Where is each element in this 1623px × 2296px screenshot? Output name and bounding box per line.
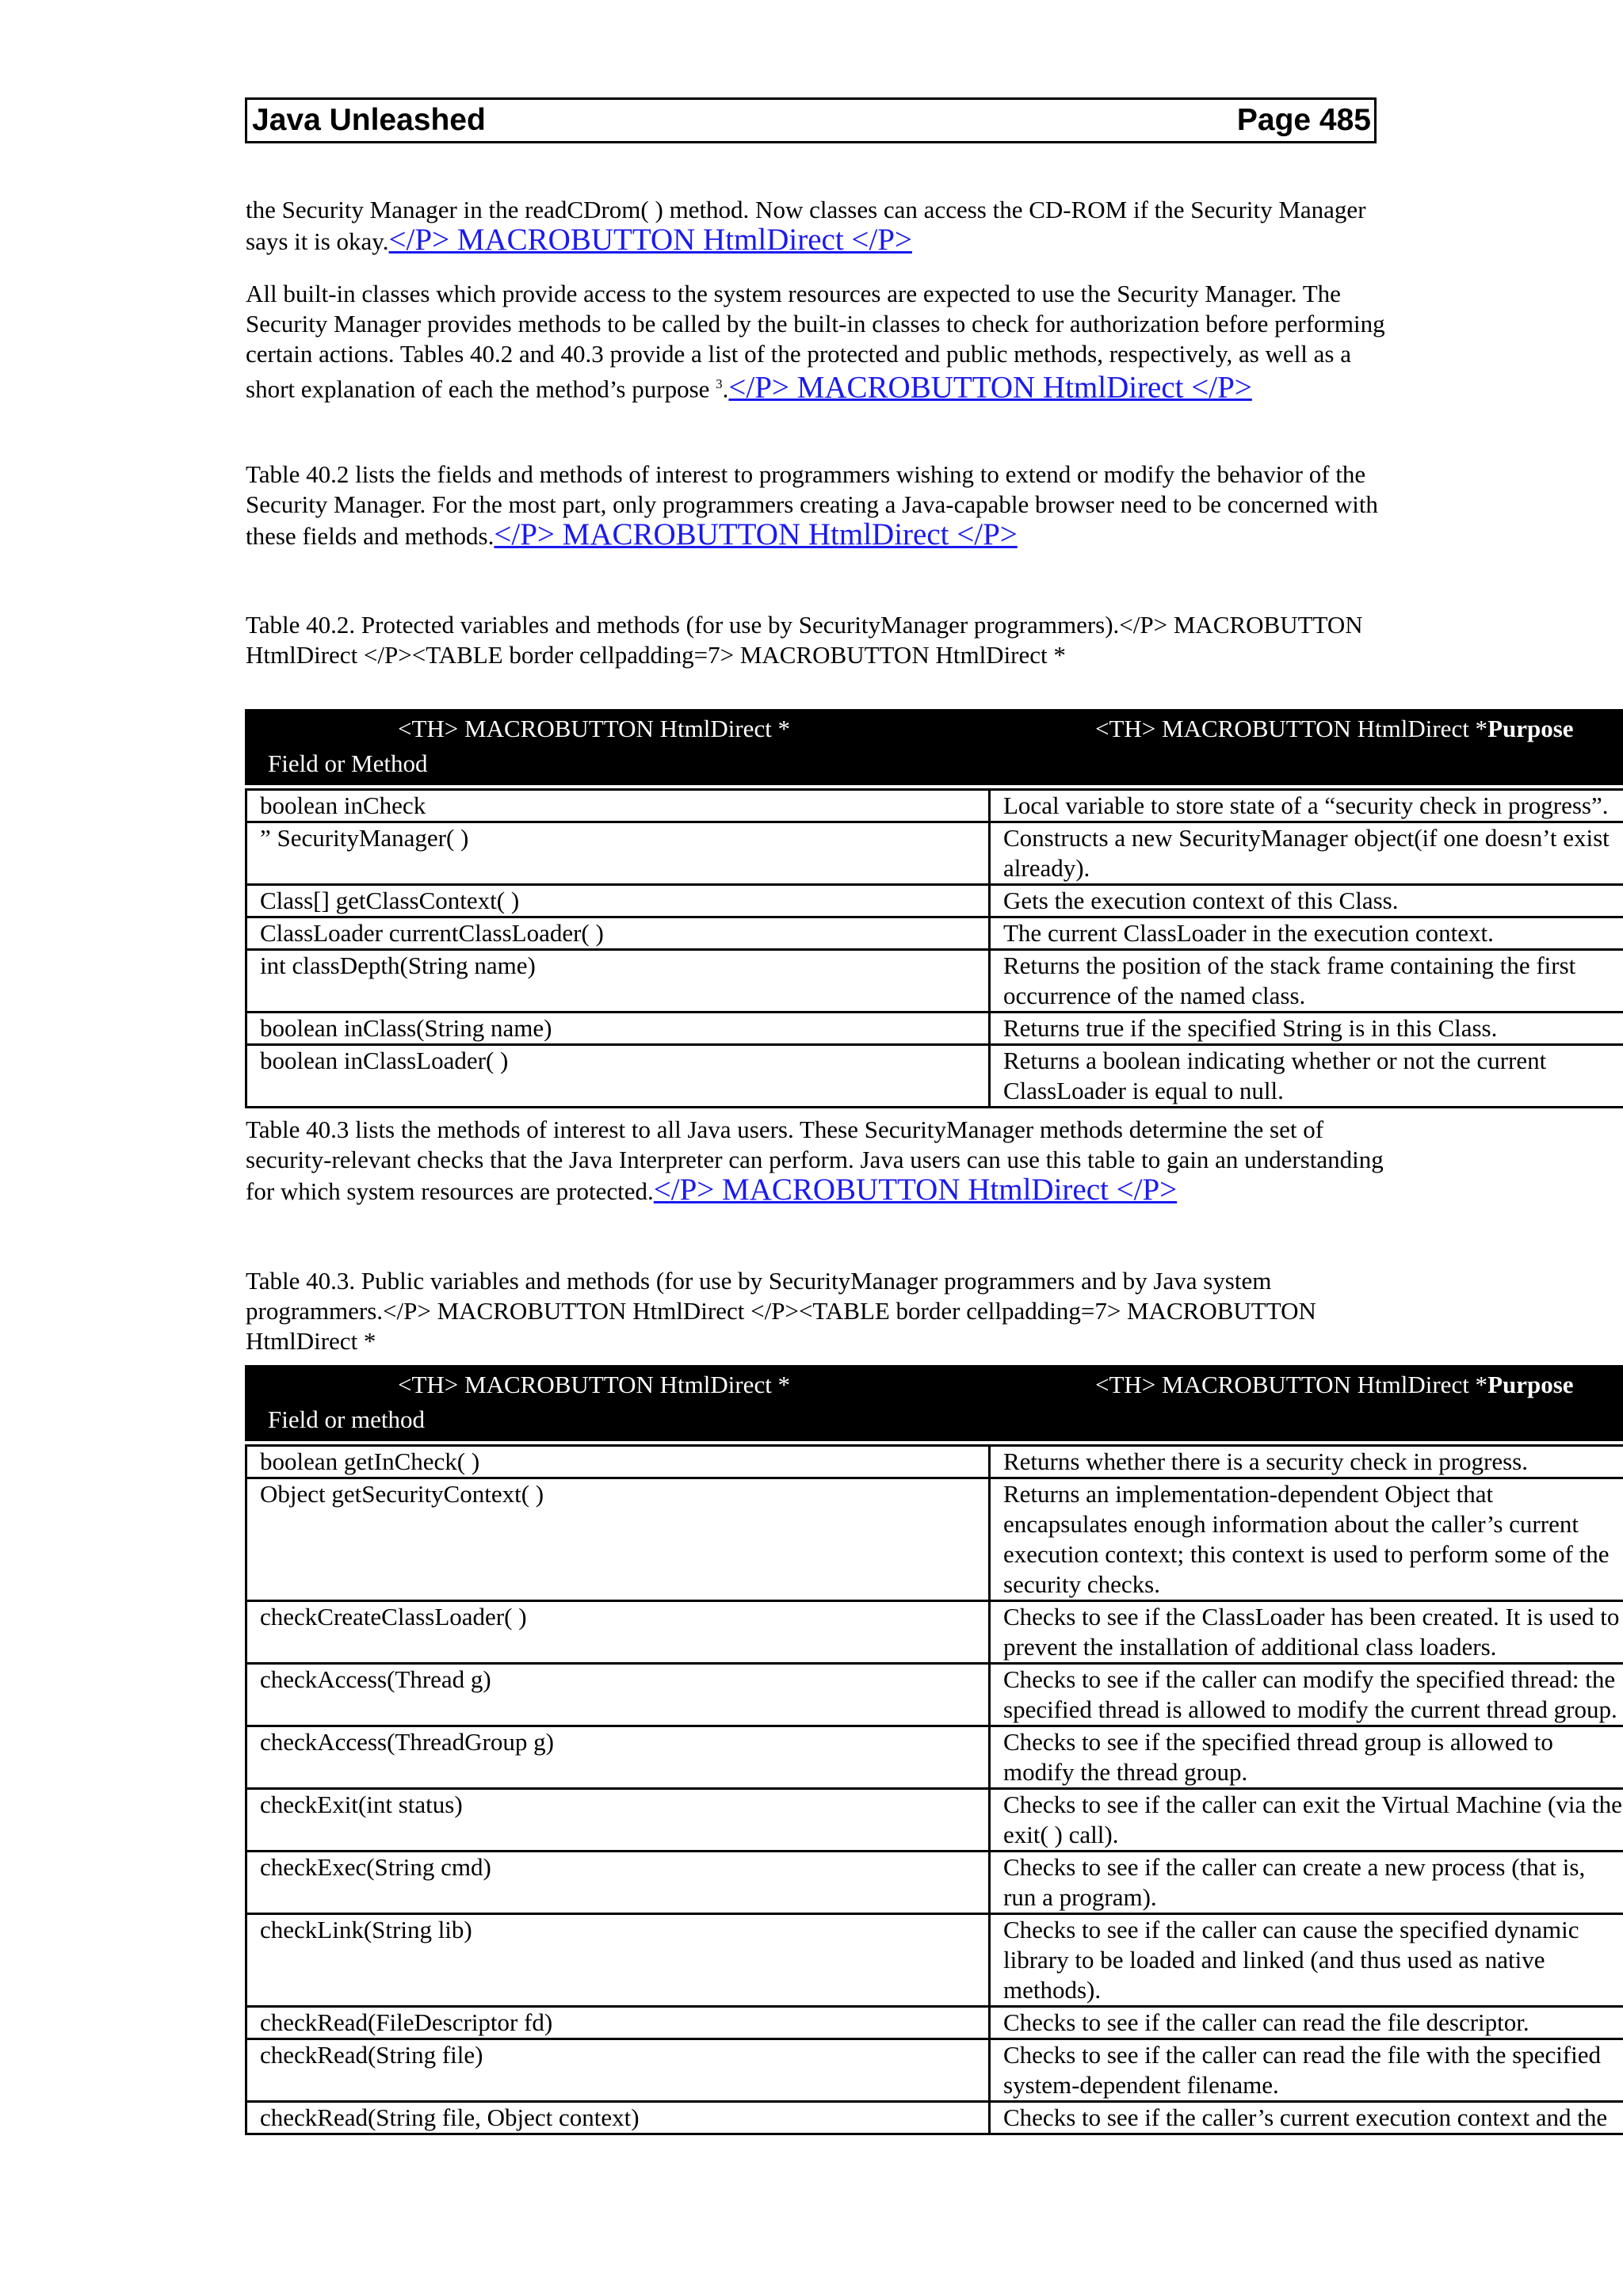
column-header-field	[246, 1365, 990, 1441]
th-code-text: <TH> MACROBUTTON HtmlDirect *	[398, 715, 791, 742]
field-cell: checkRead(FileDescriptor fd)	[246, 2007, 990, 2039]
purpose-cell: Checks to see if the caller can modify the specified thread: the specified thread is allowed to modify the current thread group.	[990, 1664, 1623, 1726]
table-row	[246, 1726, 1623, 1789]
paragraph-2-text: All built-in classes which provide access to the system resources are expected to use the Security Manager. The Security Manager provides methods to be called by the built-in classes to check for authorization before performing certain actions. Tables 40.2 and 40.3 provide a list of the protected and public methods, respectively, as well as a short explanation of each the method’s purpose	[246, 280, 1385, 403]
field-cell: checkAccess(ThreadGroup g)	[246, 1726, 990, 1789]
purpose-cell: Returns whether there is a security check in progress.	[990, 1446, 1623, 1478]
field-cell: Class[] getClassContext( )	[246, 885, 990, 917]
field-cell: boolean inCheck	[246, 790, 990, 822]
table-header-row	[246, 1365, 1623, 1441]
column-header-purpose	[990, 1365, 1623, 1441]
field-cell: ClassLoader currentClassLoader( )	[246, 917, 990, 950]
paragraph-3	[246, 460, 1387, 551]
purpose-cell: Gets the execution context of this Class.	[990, 885, 1623, 917]
field-cell: checkLink(String lib)	[246, 1914, 990, 2007]
table-row	[246, 1045, 1623, 1108]
th-code-text	[991, 709, 1623, 744]
purpose-cell: Checks to see if the caller can create a new process (that is, run a program).	[990, 1852, 1623, 1914]
html-direct-link[interactable]: </P> MACROBUTTON HtmlDirect </P>	[653, 1173, 1178, 1207]
purpose-cell: Local variable to store state of a “security check in progress”.	[990, 790, 1623, 822]
paragraph-5-text: Table 40.3 lists the methods of interest to all Java users. These SecurityManager methods determine the set of security-relevant checks that the Java Interpreter can perform. Java users can use this table to gain an understanding for which system resources are protected.	[246, 1116, 1384, 1205]
table-row	[246, 885, 1623, 917]
html-direct-link[interactable]: </P> MACROBUTTON HtmlDirect </P>	[494, 517, 1018, 551]
paragraph-1	[246, 195, 1387, 257]
paragraph-1-text: the Security Manager in the readCDrom( ) method. Now classes can access the CD-ROM if the Security Manager says it is okay.	[246, 196, 1366, 255]
table-row	[246, 2102, 1623, 2134]
table-row	[246, 917, 1623, 950]
table-row	[246, 822, 1623, 885]
purpose-cell: Constructs a new SecurityManager object(if one doesn’t exist already).	[990, 822, 1623, 885]
table-row	[246, 1914, 1623, 2007]
field-cell: boolean inClassLoader( )	[246, 1045, 990, 1108]
purpose-cell: Checks to see if the caller can read the file with the specified system-dependent filename.	[990, 2039, 1623, 2102]
book-title: Java Unleashed	[252, 103, 486, 137]
th-bold-label: Purpose	[1487, 715, 1574, 742]
table-header-row	[246, 709, 1623, 785]
field-cell: checkExit(int status)	[246, 1789, 990, 1852]
th-label: Field or method	[268, 1405, 426, 1433]
table-row	[246, 1446, 1623, 1478]
paragraph-2-period: .	[722, 375, 729, 403]
purpose-cell: Returns true if the specified String is in this Class.	[990, 1013, 1623, 1045]
purpose-cell: Checks to see if the caller can exit the Virtual Machine (via the exit( ) call).	[990, 1789, 1623, 1852]
field-cell: checkRead(String file, Object context)	[246, 2102, 990, 2134]
purpose-cell: Checks to see if the caller can cause the specified dynamic library to be loaded and linked (and thus used as native methods).	[990, 1914, 1623, 2007]
html-direct-link[interactable]: </P> MACROBUTTON HtmlDirect </P>	[728, 370, 1252, 405]
th-code-text: <TH> MACROBUTTON HtmlDirect *	[398, 1371, 791, 1398]
field-cell: checkRead(String file)	[246, 2039, 990, 2102]
html-direct-link[interactable]: </P> MACROBUTTON HtmlDirect </P>	[388, 223, 912, 257]
table-row	[246, 790, 1623, 822]
purpose-cell: Returns an implementation-dependent Object that encapsulates enough information about the caller’s current execution context; this context is used to perform some of the security checks.	[990, 1478, 1623, 1601]
field-cell: boolean getInCheck( )	[246, 1446, 990, 1478]
paragraph-3-text: Table 40.2 lists the fields and methods of interest to programmers wishing to extend or modify the behavior of the Security Manager. For the most part, only programmers creating a Java-capable browser need to be concerned with these fields and methods.	[246, 460, 1378, 550]
paragraph-2	[246, 279, 1387, 404]
page-header	[245, 97, 1377, 143]
th-code: <TH> MACROBUTTON HtmlDirect *	[1095, 1371, 1488, 1398]
th-code: <TH> MACROBUTTON HtmlDirect *	[1095, 715, 1488, 742]
purpose-cell: Checks to see if the specified thread group is allowed to modify the thread group.	[990, 1726, 1623, 1789]
page-number: Page 485	[1236, 103, 1371, 137]
purpose-cell: Checks to see if the caller can read the file descriptor.	[990, 2007, 1623, 2039]
paragraph-5	[246, 1115, 1387, 1207]
field-cell: checkExec(String cmd)	[246, 1852, 990, 1914]
table-40-2	[245, 709, 1623, 1108]
table-40-3	[245, 1365, 1623, 2135]
table-row	[246, 950, 1623, 1013]
field-cell: boolean inClass(String name)	[246, 1013, 990, 1045]
field-cell: int classDepth(String name)	[246, 950, 990, 1013]
column-header-purpose	[990, 709, 1623, 785]
purpose-cell: Checks to see if the caller’s current execution context and the	[990, 2102, 1623, 2134]
purpose-cell: Returns the position of the stack frame containing the first occurrence of the named class.	[990, 950, 1623, 1013]
table-row	[246, 2039, 1623, 2102]
table-40-3-caption-text: Table 40.3. Public variables and methods (for use by SecurityManager programmers and by Java system programmers.</P> MACROBUTTON HtmlDirect </P><TABLE border cellpadding=7> MACROBUTTON HtmlDirect *	[246, 1267, 1316, 1355]
footnote-marker: 3	[716, 376, 723, 391]
purpose-cell: The current ClassLoader in the execution context.	[990, 917, 1623, 950]
table-40-2-caption-text: Table 40.2. Protected variables and methods (for use by SecurityManager programmers).</P> MACROBUTTON HtmlDirect </P><TABLE border cellpadding=7> MACROBUTTON HtmlDirect *	[246, 611, 1363, 669]
table-row	[246, 1664, 1623, 1726]
th-label: Field or Method	[268, 749, 428, 777]
field-cell: ” SecurityManager( )	[246, 822, 990, 885]
purpose-cell: Checks to see if the ClassLoader has been created. It is used to prevent the installation of additional class loaders.	[990, 1601, 1623, 1664]
table-40-2-body	[246, 790, 1623, 1108]
table-row	[246, 1601, 1623, 1664]
purpose-cell: Returns a boolean indicating whether or not the current ClassLoader is equal to null.	[990, 1045, 1623, 1108]
table-row	[246, 1852, 1623, 1914]
th-code-text	[991, 1365, 1623, 1400]
table-row	[246, 1478, 1623, 1601]
column-header-field	[246, 709, 990, 785]
table-row	[246, 2007, 1623, 2039]
table-row	[246, 1013, 1623, 1045]
th-bold-label: Purpose	[1487, 1371, 1574, 1398]
field-cell: checkCreateClassLoader( )	[246, 1601, 990, 1664]
table-40-3-caption	[246, 1266, 1387, 1356]
table-row	[246, 1789, 1623, 1852]
field-cell: Object getSecurityContext( )	[246, 1478, 990, 1601]
table-40-2-caption	[246, 610, 1387, 670]
field-cell: checkAccess(Thread g)	[246, 1664, 990, 1726]
table-40-3-body	[246, 1446, 1623, 2134]
